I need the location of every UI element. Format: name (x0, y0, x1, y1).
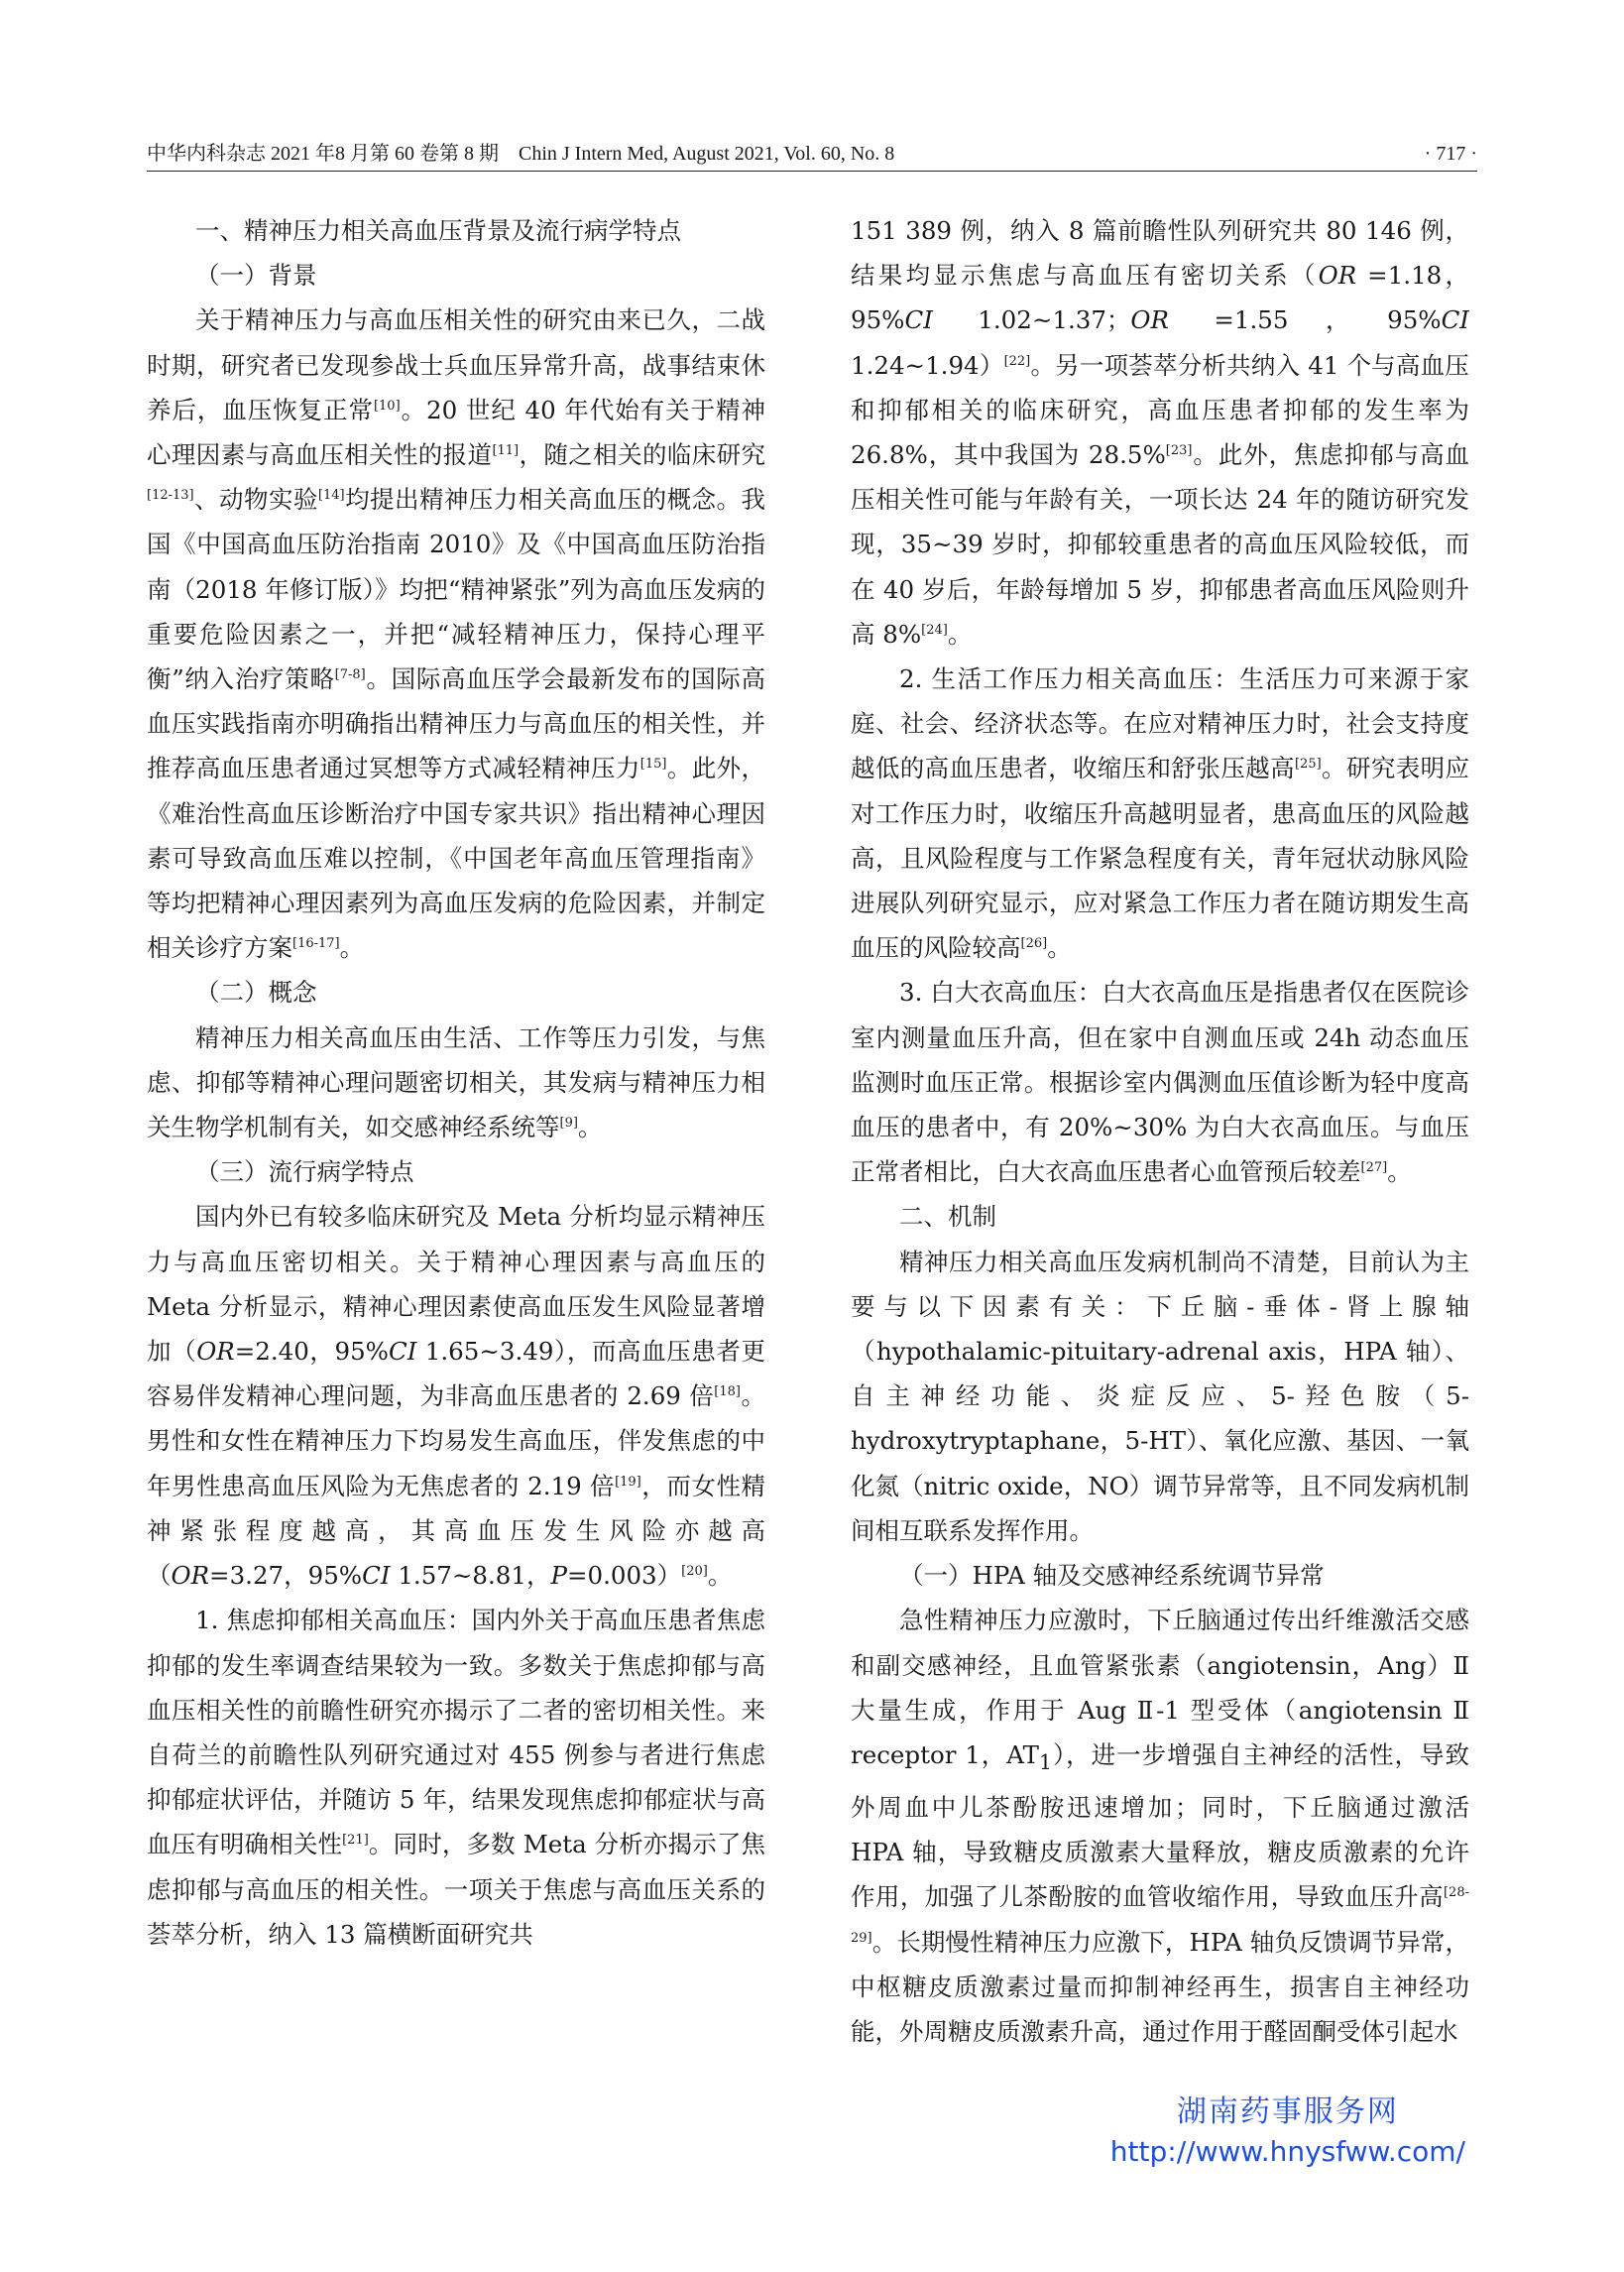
paragraph-background (147, 298, 765, 970)
text-run: 。另一项荟萃分析共纳入 41 个与高血压和抑郁相关的临床研究，高血压患者抑郁的发生率为 26.8%，其中我国为 28.5% (851, 350, 1469, 470)
subsection-heading-epidemiology: （三）流行病学特点 (195, 1157, 414, 1187)
text-run: 。 (947, 619, 973, 649)
paragraph-life-work-stress (851, 657, 1469, 970)
citation[interactable]: [21] (342, 1833, 369, 1849)
stat-symbol: P (550, 1561, 567, 1591)
text-run: 1. 焦虑抑郁相关高血压：国内外关于高血压患者焦虑抑郁的发生率调查结果较为一致。多数关于焦虑抑郁与高血压相关性的前瞻性研究亦揭示了二者的密切相关性。来自荷兰的前瞻性队列研究通过对 455 例参与者进行焦虑抑郁症状评估，并随访 5 年，结果发现焦虑抑郁症状与高血压有明确相关性 (147, 1606, 765, 1859)
left-column (147, 208, 765, 1957)
text-run: 。同时，多数 Meta 分析亦揭示了焦虑抑郁与高血压的相关性。一项关于焦虑与高血压关系的荟萃分析，纳入 13 篇横断面研究共 (147, 1830, 765, 1949)
citation[interactable]: [9] (559, 1116, 578, 1132)
stat-symbol: CI (388, 1337, 417, 1367)
subsection-heading-concept: （二）概念 (195, 978, 317, 1008)
text-run: ），进一步增强自主神经的活性，导致外周血中儿茶酚胺迅速增加；同时，下丘脑通过激活 HPA 轴，导致糖皮质激素大量释放，糖皮质激素的允许作用，加强了儿茶酚胺的血管收缩作用，导致血压升高 (851, 1739, 1469, 1912)
text-run: ，而女性精神紧张程度越高，其高血压发生风险亦越高（ (147, 1471, 765, 1591)
paragraph-epidemiology (147, 1194, 765, 1598)
paragraph-mechanism: 精神压力相关高血压发病机制尚不清楚，目前认为主要与以下因素有关：下丘脑-垂体-肾上腺轴（hypothalamic-pituitary-adrenal axis，HPA 轴）、自主神经功能、炎症反应、5-羟色胺（5-hydroxytryptaphane，5-HT）、氧化应激、基因、一氧化氮（nitric oxide，NO）调节异常等，且不同发病机制间相互联系发挥作用。 (851, 1247, 1469, 1545)
text-run: 。研究表明应对工作压力时，收缩压升高越明显者，患高血压的风险越高，且风险程度与工作紧急程度有关，青年冠状动脉风险进展队列研究显示，应对紧急工作压力者在随访期发生高血压的风险较高 (851, 754, 1469, 963)
citation[interactable]: [22] (1003, 353, 1031, 369)
subsection-heading-background: （一）背景 (195, 261, 317, 291)
citation[interactable]: [20] (681, 1564, 708, 1580)
citation[interactable]: [24] (921, 622, 948, 638)
citation[interactable]: [16-17] (292, 936, 340, 952)
stat-symbol: OR (196, 1337, 235, 1367)
text-run: 。 (1047, 933, 1072, 963)
text-run: 1.65~3.49），而高血压患者更容易伴发精神心理问题，为非高血压患者的 2.69 倍 (147, 1337, 765, 1411)
journal-citation: 中华内科杂志 2021 年8 月第 60 卷第 8 期 Chin J Intern Med, August 2021, Vol. 60, No. 8 (147, 143, 895, 165)
text-run: 急性精神压力应激时，下丘脑通过传出纤维激活交感和副交感神经，且血管紧张素（angiotensin，Ang）Ⅱ 大量生成，作用于 Aug Ⅱ-1 型受体（angiotensin Ⅱ receptor 1，AT (851, 1606, 1469, 1769)
text-run: =2.40，95% (234, 1337, 389, 1367)
citation[interactable]: [18] (714, 1384, 741, 1400)
stat-symbol: CI (1441, 305, 1469, 335)
text-run: 。此外，《难治性高血压诊断治疗中国专家共识》指出精神心理因素可导致高血压难以控制，《中国老年高血压管理指南》等均把精神心理因素列为高血压发病的危险因素，并制定相关诊疗方案 (147, 754, 765, 963)
paragraph-meta-continued (851, 208, 1469, 657)
text-run: 。 (339, 933, 365, 963)
text-run: 。 (1387, 1157, 1412, 1187)
text-run: 2. 生活工作压力相关高血压：生活压力可来源于家庭、社会、经济状态等。在应对精神压力时，社会支持度越低的高血压患者，收缩压和舒张压越高 (851, 664, 1469, 783)
text-run: 。长期慢性精神压力应激下，HPA 轴负反馈调节异常，中枢糖皮质激素过量而抑制神经再生，损害自主神经功能，外周糖皮质激素升高，通过作用于醛固酮受体引起水 (851, 1927, 1469, 2047)
subsection-heading-hpa: （一）HPA 轴及交感神经系统调节异常 (899, 1561, 1325, 1591)
site-watermark (1110, 2093, 1465, 2172)
watermark-url[interactable]: http://www.hnysfww.com/ (1109, 2135, 1465, 2168)
stat-symbol: CI (904, 305, 933, 335)
text-run: 均提出精神压力相关高血压的概念。我国《中国高血压防治指南 2010》及《中国高血压防治指南（2018 年修订版）》均把“精神紧张”列为高血压发病的重要危险因素之一，并把“减轻精神压力，保持心理平衡”纳入治疗策略 (147, 485, 765, 694)
text-run: 。此外，焦虑抑郁与高血压相关性可能与年龄有关，一项长达 24 年的随访研究发现，35~39 岁时，抑郁较重患者的高血压风险较低，而在 40 岁后，年龄每增加 5 岁，抑郁患者高血压风险则升高 8% (851, 440, 1469, 649)
citation[interactable]: [7-8] (334, 667, 366, 683)
text-run: 关于精神压力与高血压相关性的研究由来已久，二战时期，研究者已发现参战士兵血压异常升高，战事结束休养后，血压恢复正常 (147, 305, 765, 424)
citation[interactable]: [26] (1020, 936, 1048, 952)
text-run: 。男性和女性在精神压力下均易发生高血压，伴发焦虑的中年男性患高血压风险为无焦虑者的 2.19 倍 (147, 1381, 765, 1500)
citation[interactable]: [23] (1165, 443, 1193, 459)
page-number: · 717 · (1424, 143, 1477, 165)
text-run: 国内外已有较多临床研究及 Meta 分析均显示精神压力与高血压密切相关。关于精神心理因素与高血压的 Meta 分析显示，精神心理因素使高血压发生风险显著增加（ (147, 1202, 765, 1367)
text-run: 。 (707, 1561, 733, 1591)
text-run: 精神压力相关高血压由生活、工作等压力引发，与焦虑、抑郁等精神心理问题密切相关，其发病与精神压力相关生物学机制有关，如交感神经系统等 (147, 1022, 765, 1142)
text-run: 1.57~8.81， (390, 1561, 551, 1591)
text-run: 。国际高血压学会最新发布的国际高血压实践指南亦明确指出精神压力与高血压的相关性，并推荐高血压患者通过冥想等方式减轻精神压力 (147, 664, 765, 783)
watermark-site-name: 湖南药事服务网 (1176, 2094, 1399, 2129)
text-run: 、动物实验 (193, 485, 318, 515)
paragraph-hpa (851, 1598, 1469, 2054)
subscript: 1 (1038, 1749, 1052, 1774)
paragraph-white-coat (851, 970, 1469, 1194)
citation[interactable]: [25] (1294, 757, 1322, 773)
citation[interactable]: [14] (317, 488, 345, 504)
text-run: =1.18，95% (851, 261, 1469, 335)
paragraph-anxiety-depression (147, 1598, 765, 1957)
text-run: 。20 世纪 40 年代始有关于精神心理因素与高血压相关性的报道 (147, 395, 765, 470)
running-head (147, 137, 1477, 172)
text-run: 151 389 例，纳入 8 篇前瞻性队列研究共 80 146 例，结果均显示焦虑与高血压有密切关系（ (851, 216, 1469, 291)
text-run: 1.02~1.37； (932, 305, 1131, 335)
citation[interactable]: [12-13] (147, 488, 194, 504)
section-heading-2: 二、机制 (899, 1202, 996, 1232)
citation[interactable]: [15] (639, 757, 667, 773)
citation[interactable]: [28-29] (851, 1885, 1469, 1946)
stat-symbol: CI (362, 1561, 391, 1591)
citation[interactable]: [11] (492, 443, 520, 459)
stat-symbol: OR (171, 1561, 210, 1591)
citation[interactable]: [27] (1360, 1160, 1388, 1176)
section-heading-1: 一、精神压力相关高血压背景及流行病学特点 (195, 216, 681, 245)
text-run: 3. 白大衣高血压：白大衣高血压是指患者仅在医院诊室内测量血压升高，但在家中自测血压或 24h 动态血压监测时血压正常。根据诊室内偶测血压值诊断为轻中度高血压的患者中，有 20%~30% 为白大衣高血压。与血压正常者相比，白大衣高血压患者心血管预后较差 (851, 978, 1469, 1187)
citation[interactable]: [10] (373, 398, 401, 414)
text-run: ，随之相关的临床研究 (519, 440, 765, 470)
text-run: 1.24~1.94） (851, 350, 1004, 380)
right-column (851, 208, 1469, 2054)
text-run: =0.003） (566, 1561, 682, 1591)
paragraph-concept (147, 1016, 765, 1150)
stat-symbol: OR (1318, 261, 1357, 291)
text-run: 。 (577, 1113, 603, 1142)
citation[interactable]: [19] (615, 1474, 641, 1490)
text-run: =1.55，95% (1168, 305, 1442, 335)
stat-symbol: OR (1130, 305, 1169, 335)
text-run: =3.27，95% (209, 1561, 363, 1591)
